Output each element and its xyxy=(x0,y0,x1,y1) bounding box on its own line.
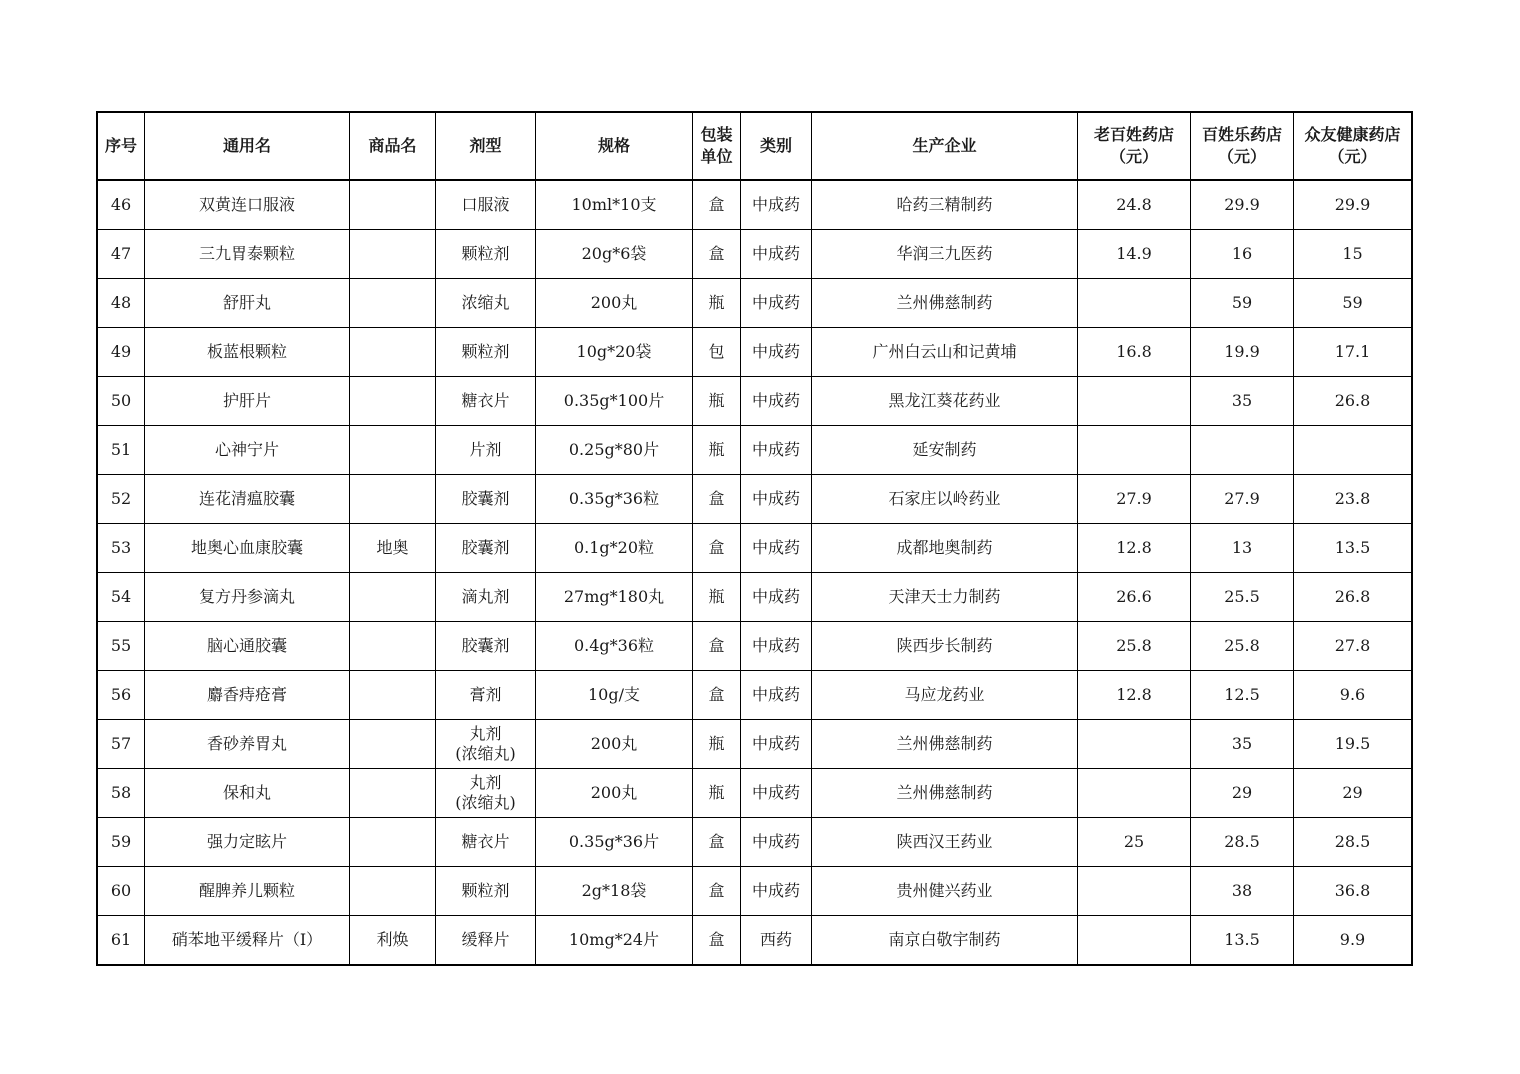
header-trade-name: 商品名 xyxy=(350,113,436,181)
cell-manufacturer: 广州白云山和记黄埔 xyxy=(812,328,1078,377)
header-store3-line1: 众友健康药店 xyxy=(1304,125,1401,144)
table-row xyxy=(98,377,1412,426)
cell-spec: 0.35g*100片 xyxy=(536,377,693,426)
cell-price-store2: 29 xyxy=(1191,769,1294,818)
cell-category: 中成药 xyxy=(741,720,812,769)
cell-manufacturer: 陕西汉王药业 xyxy=(812,818,1078,867)
cell-generic-name: 心神宁片 xyxy=(145,426,350,475)
cell-generic-name: 复方丹参滴丸 xyxy=(145,573,350,622)
cell-spec: 0.35g*36片 xyxy=(536,818,693,867)
cell-spec: 10g/支 xyxy=(536,671,693,720)
cell-spec: 10ml*10支 xyxy=(536,180,693,230)
cell-trade-name xyxy=(350,769,436,818)
header-generic-name: 通用名 xyxy=(145,113,350,181)
cell-generic-name: 连花清瘟胶囊 xyxy=(145,475,350,524)
cell-generic-name: 硝苯地平缓释片（Ⅰ） xyxy=(145,916,350,965)
cell-category: 中成药 xyxy=(741,475,812,524)
cell-category: 中成药 xyxy=(741,279,812,328)
header-store1-line1: 老百姓药店 xyxy=(1093,125,1174,144)
cell-category: 中成药 xyxy=(741,769,812,818)
cell-price-store3: 26.8 xyxy=(1294,377,1412,426)
cell-price-store1: 14.9 xyxy=(1078,230,1191,279)
cell-category: 中成药 xyxy=(741,377,812,426)
cell-unit: 瓶 xyxy=(693,279,741,328)
cell-price-store1: 12.8 xyxy=(1078,671,1191,720)
cell-manufacturer: 兰州佛慈制药 xyxy=(812,279,1078,328)
cell-spec: 27mg*180丸 xyxy=(536,573,693,622)
table-row xyxy=(98,573,1412,622)
cell-manufacturer: 黑龙江葵花药业 xyxy=(812,377,1078,426)
cell-category: 中成药 xyxy=(741,573,812,622)
header-store1 xyxy=(1078,113,1191,181)
cell-price-store1 xyxy=(1078,426,1191,475)
cell-manufacturer: 天津天士力制药 xyxy=(812,573,1078,622)
dosage-form-main: 口服液 xyxy=(461,195,510,214)
dosage-form-main: 膏剂 xyxy=(469,685,502,704)
cell-trade-name xyxy=(350,328,436,377)
cell-category: 西药 xyxy=(741,916,812,965)
cell-generic-name: 麝香痔疮膏 xyxy=(145,671,350,720)
dosage-form-main: 片剂 xyxy=(469,440,502,459)
cell-dosage-form xyxy=(436,475,536,524)
dosage-form-main: 缓释片 xyxy=(461,930,510,949)
header-unit-line1: 包装 xyxy=(700,125,733,144)
cell-seq: 59 xyxy=(98,818,145,867)
cell-price-store2: 13 xyxy=(1191,524,1294,573)
cell-category: 中成药 xyxy=(741,230,812,279)
header-seq: 序号 xyxy=(98,113,145,181)
cell-spec: 20g*6袋 xyxy=(536,230,693,279)
cell-generic-name: 香砂养胃丸 xyxy=(145,720,350,769)
table-row xyxy=(98,328,1412,377)
cell-trade-name xyxy=(350,377,436,426)
cell-seq: 61 xyxy=(98,916,145,965)
cell-spec: 10g*20袋 xyxy=(536,328,693,377)
header-manufacturer: 生产企业 xyxy=(812,113,1078,181)
cell-spec: 200丸 xyxy=(536,279,693,328)
table-row xyxy=(98,230,1412,279)
cell-unit: 盒 xyxy=(693,867,741,916)
header-store3 xyxy=(1294,113,1412,181)
table-row xyxy=(98,916,1412,965)
cell-price-store2: 13.5 xyxy=(1191,916,1294,965)
cell-category: 中成药 xyxy=(741,622,812,671)
dosage-form-main: 颗粒剂 xyxy=(461,342,510,361)
header-spec: 规格 xyxy=(536,113,693,181)
header-store3-line2: （元） xyxy=(1328,147,1377,166)
cell-unit: 包 xyxy=(693,328,741,377)
cell-trade-name xyxy=(350,573,436,622)
table-body xyxy=(98,180,1412,965)
cell-seq: 52 xyxy=(98,475,145,524)
dosage-form-main: 滴丸剂 xyxy=(461,587,510,606)
cell-seq: 48 xyxy=(98,279,145,328)
cell-dosage-form xyxy=(436,916,536,965)
cell-spec: 10mg*24片 xyxy=(536,916,693,965)
cell-generic-name: 护肝片 xyxy=(145,377,350,426)
header-store2-line1: 百姓乐药店 xyxy=(1201,125,1282,144)
table-row xyxy=(98,524,1412,573)
dosage-form-sub: (浓缩丸) xyxy=(455,744,516,763)
cell-seq: 58 xyxy=(98,769,145,818)
cell-dosage-form xyxy=(436,328,536,377)
cell-manufacturer: 南京白敬宇制药 xyxy=(812,916,1078,965)
cell-unit: 盒 xyxy=(693,916,741,965)
cell-dosage-form xyxy=(436,180,536,230)
cell-manufacturer: 华润三九医药 xyxy=(812,230,1078,279)
cell-generic-name: 双黄连口服液 xyxy=(145,180,350,230)
cell-unit: 瓶 xyxy=(693,377,741,426)
table-row xyxy=(98,426,1412,475)
header-store2 xyxy=(1191,113,1294,181)
cell-trade-name: 利焕 xyxy=(350,916,436,965)
cell-seq: 60 xyxy=(98,867,145,916)
dosage-form-main: 糖衣片 xyxy=(461,391,510,410)
cell-spec: 0.35g*36粒 xyxy=(536,475,693,524)
table-row xyxy=(98,279,1412,328)
cell-manufacturer: 石家庄以岭药业 xyxy=(812,475,1078,524)
cell-seq: 56 xyxy=(98,671,145,720)
cell-trade-name xyxy=(350,475,436,524)
cell-price-store3: 15 xyxy=(1294,230,1412,279)
cell-dosage-form xyxy=(436,426,536,475)
header-dosage-form: 剂型 xyxy=(436,113,536,181)
cell-seq: 49 xyxy=(98,328,145,377)
cell-dosage-form xyxy=(436,720,536,769)
table-row xyxy=(98,769,1412,818)
drug-price-table xyxy=(97,112,1412,965)
cell-generic-name: 地奥心血康胶囊 xyxy=(145,524,350,573)
cell-manufacturer: 陕西步长制药 xyxy=(812,622,1078,671)
cell-price-store2: 16 xyxy=(1191,230,1294,279)
cell-price-store3: 59 xyxy=(1294,279,1412,328)
cell-price-store1: 26.6 xyxy=(1078,573,1191,622)
cell-price-store2: 25.8 xyxy=(1191,622,1294,671)
cell-category: 中成药 xyxy=(741,524,812,573)
cell-trade-name xyxy=(350,279,436,328)
cell-dosage-form xyxy=(436,867,536,916)
cell-trade-name xyxy=(350,622,436,671)
cell-generic-name: 强力定眩片 xyxy=(145,818,350,867)
table-row xyxy=(98,818,1412,867)
cell-price-store1 xyxy=(1078,867,1191,916)
cell-price-store3: 23.8 xyxy=(1294,475,1412,524)
cell-price-store2: 35 xyxy=(1191,720,1294,769)
cell-manufacturer: 兰州佛慈制药 xyxy=(812,769,1078,818)
cell-seq: 46 xyxy=(98,180,145,230)
cell-price-store3: 19.5 xyxy=(1294,720,1412,769)
cell-price-store1: 27.9 xyxy=(1078,475,1191,524)
cell-unit: 盒 xyxy=(693,180,741,230)
cell-price-store1 xyxy=(1078,720,1191,769)
cell-price-store1 xyxy=(1078,916,1191,965)
dosage-form-main: 胶囊剂 xyxy=(461,636,510,655)
dosage-form-main: 颗粒剂 xyxy=(461,881,510,900)
cell-generic-name: 板蓝根颗粒 xyxy=(145,328,350,377)
cell-dosage-form xyxy=(436,671,536,720)
cell-price-store2 xyxy=(1191,426,1294,475)
cell-manufacturer: 成都地奥制药 xyxy=(812,524,1078,573)
cell-unit: 盒 xyxy=(693,671,741,720)
cell-seq: 54 xyxy=(98,573,145,622)
cell-generic-name: 三九胃泰颗粒 xyxy=(145,230,350,279)
cell-generic-name: 保和丸 xyxy=(145,769,350,818)
cell-unit: 瓶 xyxy=(693,769,741,818)
cell-seq: 57 xyxy=(98,720,145,769)
cell-price-store2: 29.9 xyxy=(1191,180,1294,230)
cell-trade-name: 地奥 xyxy=(350,524,436,573)
cell-price-store3: 17.1 xyxy=(1294,328,1412,377)
dosage-form-main: 丸剂 xyxy=(469,724,502,743)
dosage-form-sub: (浓缩丸) xyxy=(455,793,516,812)
cell-manufacturer: 延安制药 xyxy=(812,426,1078,475)
cell-dosage-form xyxy=(436,818,536,867)
cell-price-store2: 38 xyxy=(1191,867,1294,916)
cell-trade-name xyxy=(350,671,436,720)
cell-seq: 51 xyxy=(98,426,145,475)
cell-price-store2: 27.9 xyxy=(1191,475,1294,524)
cell-price-store3: 26.8 xyxy=(1294,573,1412,622)
cell-price-store3: 36.8 xyxy=(1294,867,1412,916)
cell-price-store3: 29.9 xyxy=(1294,180,1412,230)
header-unit xyxy=(693,113,741,181)
cell-trade-name xyxy=(350,867,436,916)
dosage-form-main: 丸剂 xyxy=(469,773,502,792)
cell-price-store3: 9.9 xyxy=(1294,916,1412,965)
cell-category: 中成药 xyxy=(741,867,812,916)
cell-unit: 瓶 xyxy=(693,573,741,622)
cell-price-store2: 25.5 xyxy=(1191,573,1294,622)
cell-trade-name xyxy=(350,720,436,769)
cell-category: 中成药 xyxy=(741,671,812,720)
cell-dosage-form xyxy=(436,524,536,573)
cell-trade-name xyxy=(350,818,436,867)
cell-price-store2: 59 xyxy=(1191,279,1294,328)
cell-price-store1: 16.8 xyxy=(1078,328,1191,377)
cell-category: 中成药 xyxy=(741,180,812,230)
cell-price-store1: 25.8 xyxy=(1078,622,1191,671)
cell-price-store1 xyxy=(1078,279,1191,328)
cell-manufacturer: 兰州佛慈制药 xyxy=(812,720,1078,769)
cell-generic-name: 醒脾养儿颗粒 xyxy=(145,867,350,916)
header-category: 类别 xyxy=(741,113,812,181)
cell-price-store2: 35 xyxy=(1191,377,1294,426)
cell-manufacturer: 哈药三精制药 xyxy=(812,180,1078,230)
cell-price-store3: 29 xyxy=(1294,769,1412,818)
header-unit-line2: 单位 xyxy=(700,147,733,166)
cell-unit: 盒 xyxy=(693,230,741,279)
cell-trade-name xyxy=(350,426,436,475)
cell-spec: 2g*18袋 xyxy=(536,867,693,916)
table-row xyxy=(98,720,1412,769)
cell-unit: 盒 xyxy=(693,524,741,573)
cell-dosage-form xyxy=(436,769,536,818)
cell-price-store1 xyxy=(1078,377,1191,426)
table-row xyxy=(98,180,1412,230)
cell-seq: 55 xyxy=(98,622,145,671)
table-row xyxy=(98,867,1412,916)
cell-seq: 53 xyxy=(98,524,145,573)
cell-price-store3: 13.5 xyxy=(1294,524,1412,573)
dosage-form-main: 颗粒剂 xyxy=(461,244,510,263)
cell-unit: 盒 xyxy=(693,622,741,671)
cell-spec: 0.25g*80片 xyxy=(536,426,693,475)
cell-trade-name xyxy=(350,180,436,230)
cell-spec: 200丸 xyxy=(536,720,693,769)
header-row xyxy=(98,113,1412,181)
cell-generic-name: 舒肝丸 xyxy=(145,279,350,328)
cell-price-store3: 9.6 xyxy=(1294,671,1412,720)
cell-price-store1: 24.8 xyxy=(1078,180,1191,230)
cell-dosage-form xyxy=(436,573,536,622)
cell-manufacturer: 马应龙药业 xyxy=(812,671,1078,720)
cell-dosage-form xyxy=(436,377,536,426)
cell-seq: 50 xyxy=(98,377,145,426)
cell-price-store2: 28.5 xyxy=(1191,818,1294,867)
cell-price-store2: 19.9 xyxy=(1191,328,1294,377)
cell-spec: 200丸 xyxy=(536,769,693,818)
table-row xyxy=(98,671,1412,720)
dosage-form-main: 浓缩丸 xyxy=(461,293,510,312)
header-store2-line2: （元） xyxy=(1217,147,1266,166)
cell-trade-name xyxy=(350,230,436,279)
cell-price-store2: 12.5 xyxy=(1191,671,1294,720)
cell-unit: 盒 xyxy=(693,475,741,524)
cell-manufacturer: 贵州健兴药业 xyxy=(812,867,1078,916)
cell-price-store3: 28.5 xyxy=(1294,818,1412,867)
cell-unit: 瓶 xyxy=(693,426,741,475)
table-row xyxy=(98,622,1412,671)
cell-price-store1 xyxy=(1078,769,1191,818)
cell-price-store3: 27.8 xyxy=(1294,622,1412,671)
cell-price-store1: 12.8 xyxy=(1078,524,1191,573)
cell-dosage-form xyxy=(436,279,536,328)
cell-spec: 0.4g*36粒 xyxy=(536,622,693,671)
cell-category: 中成药 xyxy=(741,426,812,475)
dosage-form-main: 胶囊剂 xyxy=(461,538,510,557)
dosage-form-main: 糖衣片 xyxy=(461,832,510,851)
cell-generic-name: 脑心通胶囊 xyxy=(145,622,350,671)
cell-dosage-form xyxy=(436,622,536,671)
cell-price-store1: 25 xyxy=(1078,818,1191,867)
cell-category: 中成药 xyxy=(741,328,812,377)
cell-category: 中成药 xyxy=(741,818,812,867)
cell-unit: 瓶 xyxy=(693,720,741,769)
cell-seq: 47 xyxy=(98,230,145,279)
cell-dosage-form xyxy=(436,230,536,279)
header-store1-line2: （元） xyxy=(1109,147,1158,166)
cell-price-store3 xyxy=(1294,426,1412,475)
dosage-form-main: 胶囊剂 xyxy=(461,489,510,508)
cell-unit: 盒 xyxy=(693,818,741,867)
table-row xyxy=(98,475,1412,524)
cell-spec: 0.1g*20粒 xyxy=(536,524,693,573)
